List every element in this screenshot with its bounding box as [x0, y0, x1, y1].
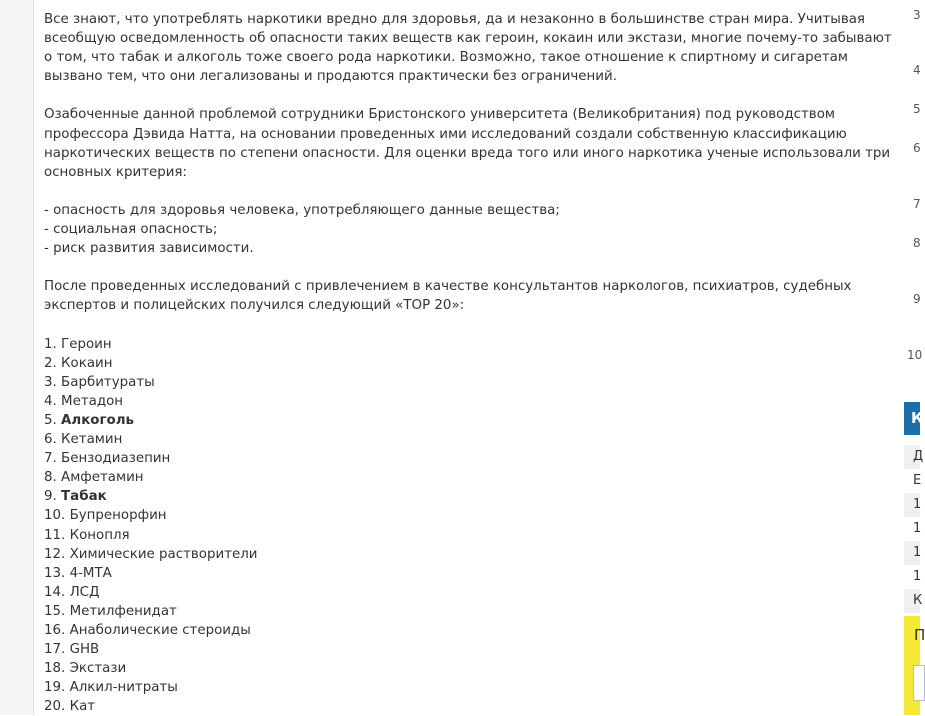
sidebar-number[interactable]: 7	[913, 197, 921, 211]
intro-paragraph: Все знают, что употреблять наркотики вредно для здоровья, да и незаконно в большинстве стран мира. Учитывая всеобщую осведомленность об опасности таких веществ как героин, кокаин или экстази, многие почему-то забывают о том, что табак и алкоголь тоже своего рода наркотики. Возможно, такое отношение к спиртному и сигаретам вызвано тем, что они легализованы и продаются практически без ограничений.	[44, 12, 892, 85]
ranking-item	[44, 487, 896, 506]
ranking-item	[44, 621, 896, 640]
sidebar-row[interactable]: 1	[913, 521, 922, 536]
sidebar-number[interactable]: 10	[907, 348, 923, 362]
sidebar-row[interactable]: Е	[913, 473, 922, 488]
ranking-number: 19.	[44, 680, 66, 696]
ranking-number: 20.	[44, 699, 66, 715]
sidebar-row[interactable]: 1	[904, 541, 920, 565]
sidebar-input-field[interactable]	[913, 665, 925, 701]
ranking-number: 4.	[44, 393, 57, 409]
article-body	[44, 10, 896, 716]
ranking-substance: GHB	[69, 642, 100, 658]
ranking-substance: Экстази	[69, 661, 127, 677]
ranking-substance: ЛСД	[69, 584, 100, 600]
ranking-number: 9.	[44, 489, 57, 505]
sidebar-number[interactable]: 4	[913, 63, 921, 77]
ranking-number: 8.	[44, 470, 57, 486]
ranking-number: 11.	[44, 527, 66, 543]
conclusion-paragraph: После проведенных исследований с привлечением в качестве консультантов наркологов, психиатров, судебных экспертов и полицейских получился следующий «TOP 20»:	[44, 279, 852, 314]
ranking-substance: Метилфенидат	[69, 603, 177, 619]
ranking-number: 5.	[44, 412, 57, 428]
criteria-list	[44, 201, 896, 258]
criterion-item: - опасность для здоровья человека, употребляющего данные вещества;	[44, 202, 560, 218]
ranking-number: 10.	[44, 508, 66, 524]
sidebar-number[interactable]: 6	[913, 141, 921, 155]
sidebar-row[interactable]: 1	[904, 493, 920, 517]
ranking-number: 17.	[44, 642, 66, 658]
ranking-number: 12.	[44, 546, 66, 562]
ranking-substance: Кетамин	[61, 432, 123, 448]
ranking-item	[44, 564, 896, 583]
sidebar-widget-header: К	[904, 402, 920, 435]
ranking-substance: Химические растворители	[69, 546, 258, 562]
ranking-item	[44, 678, 896, 697]
ranking-number: 13.	[44, 565, 66, 581]
ranking-substance: Алкил-нитраты	[69, 680, 178, 696]
ranking-item	[44, 526, 896, 545]
sidebar-number[interactable]: 3	[913, 8, 921, 22]
ranking-substance: Кат	[69, 699, 96, 715]
sidebar-row[interactable]: Д	[904, 445, 920, 469]
ranking-number: 16.	[44, 623, 66, 638]
ranking-item	[44, 411, 896, 430]
ranking-substance: Кокаин	[61, 355, 113, 371]
ranking-substance: Барбитураты	[61, 374, 155, 390]
ranking-item	[44, 468, 896, 487]
ranking-substance: Бензодиазепин	[61, 451, 171, 467]
research-paragraph: Озабоченные данной проблемой сотрудники Бристонского университета (Великобритания) под руководством профессора Дэвида Натта, на основании проведенных ими исследований создали собственную классификацию наркотических веществ по степени опасности. Для оценки вреда того или иного наркотика ученые использовали три основных критерия:	[44, 107, 891, 180]
ranking-item	[44, 373, 896, 392]
ranking-number: 7.	[44, 451, 57, 467]
sidebar-number[interactable]: 5	[913, 102, 921, 116]
sidebar-row[interactable]: 1	[913, 569, 922, 584]
ranking-item	[44, 640, 896, 659]
ranking-item	[44, 506, 896, 525]
ranking-number: 6.	[44, 432, 57, 448]
ranking-item	[44, 659, 896, 678]
ranking-substance: Конопля	[69, 527, 130, 543]
ranking-substance: Табак	[61, 489, 107, 505]
top20-list	[44, 335, 896, 716]
ranking-substance: 4-МТА	[69, 565, 112, 581]
ranking-substance: Амфетамин	[61, 470, 144, 486]
ranking-substance: Алкоголь	[61, 412, 134, 428]
ranking-substance: Героин	[61, 336, 112, 352]
ranking-item	[44, 392, 896, 411]
ranking-item	[44, 545, 896, 564]
criterion-item: - риск развития зависимости.	[44, 241, 254, 257]
ranking-item	[44, 430, 896, 449]
ranking-item	[44, 602, 896, 621]
ranking-substance: Бупренорфин	[69, 508, 167, 524]
sidebar-number[interactable]: 9	[913, 292, 921, 306]
sidebar-yellow-title: П	[914, 626, 925, 644]
ranking-number: 14.	[44, 584, 66, 600]
ranking-item	[44, 354, 896, 373]
ranking-item	[44, 697, 896, 716]
ranking-number: 15.	[44, 603, 66, 619]
ranking-substance: Метадон	[61, 393, 124, 409]
sidebar-number[interactable]: 8	[913, 236, 921, 250]
ranking-number: 3.	[44, 374, 57, 390]
ranking-item	[44, 449, 896, 468]
ranking-item	[44, 583, 896, 602]
ranking-item	[44, 335, 896, 354]
ranking-number: 2.	[44, 355, 57, 371]
left-gutter	[0, 0, 34, 715]
criterion-item: - социальная опасность;	[44, 222, 218, 238]
sidebar-yellow-widget	[904, 616, 925, 715]
right-sidebar	[904, 0, 925, 715]
ranking-number: 18.	[44, 661, 66, 677]
ranking-substance: Анаболические стероиды	[69, 623, 251, 638]
ranking-number: 1.	[44, 336, 57, 352]
sidebar-row[interactable]: К	[904, 589, 920, 613]
